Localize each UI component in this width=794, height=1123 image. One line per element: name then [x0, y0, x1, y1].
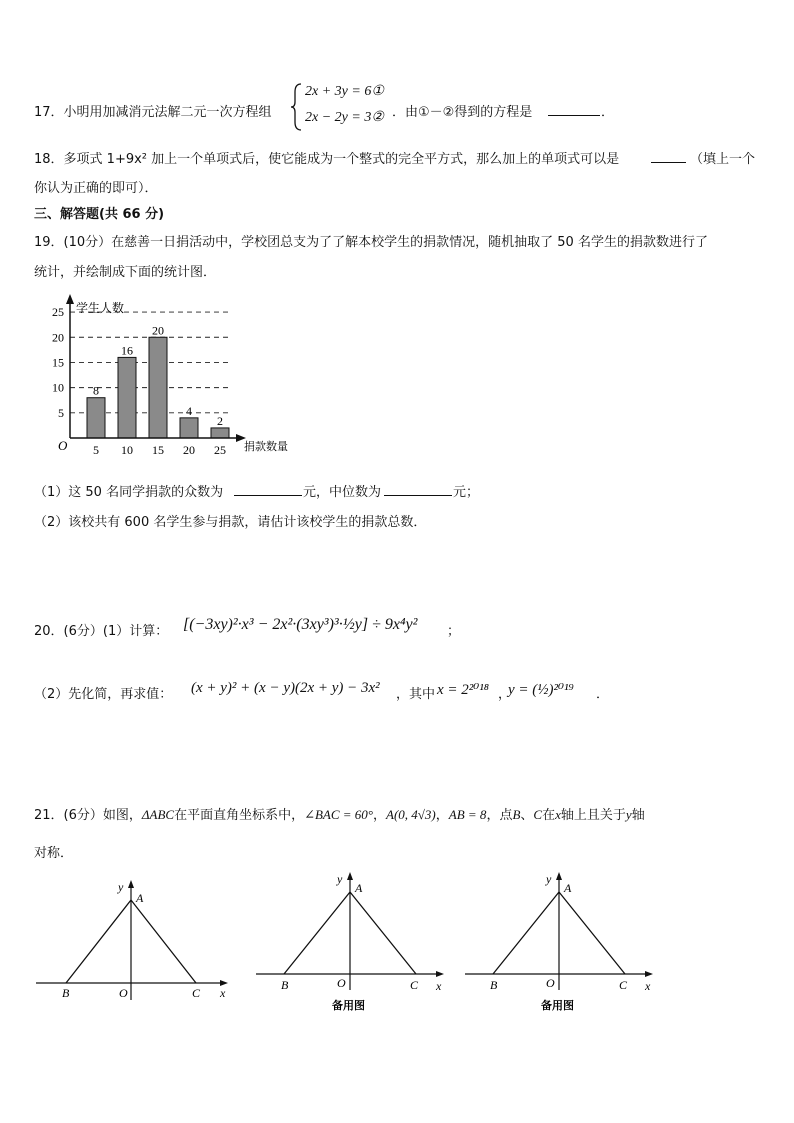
svg-text:y: y [337, 872, 343, 886]
q17-tail: ．由①－②得到的方程是 [392, 105, 533, 120]
q18-answer-blank[interactable] [651, 150, 686, 163]
svg-text:x: x [220, 986, 226, 1000]
q20-x-value: x = 2²⁰¹⁸ [437, 682, 490, 698]
section-title: 三、解答题(共 66 分) [34, 207, 165, 222]
spare-caption: 备用图 [541, 999, 574, 1012]
svg-text:C: C [619, 978, 628, 992]
q17-end: ． [601, 105, 615, 120]
origin-label: O [58, 438, 68, 453]
figure-main [36, 875, 236, 1005]
q19-median-blank[interactable] [384, 483, 452, 496]
q19-part1-b: 元，中位数为 [303, 485, 382, 500]
q20-label: 20．(6分）(1）计算： [34, 624, 169, 639]
bar-25 [211, 428, 229, 438]
svg-text:A: A [136, 891, 144, 905]
q20-end1: ； [447, 624, 461, 639]
svg-text:C: C [410, 978, 419, 992]
bar-10 [118, 357, 136, 438]
q20-comma: ， [498, 687, 512, 702]
q19-mode-blank[interactable] [234, 483, 302, 496]
spare-caption: 备用图 [332, 999, 365, 1012]
y-tick-label: 15 [52, 355, 64, 370]
x-tick-label: 25 [214, 443, 226, 457]
q20-expr2: (x + y)² + (x − y)(2x + y) − 3x² [191, 680, 380, 696]
q20-end2: ． [596, 687, 610, 702]
y-axis-label: 学生人数 [76, 301, 125, 315]
q20-part2-label: （2）先化简，再求值： [34, 687, 173, 702]
x-tick-label: 10 [121, 443, 133, 457]
q19-part1-c: 元； [453, 485, 480, 500]
svg-text:x: x [436, 979, 442, 993]
q19-line1: 19．(10分）在慈善一日捐活动中，学校团总支为了了解本校学生的捐款情况，随机抽取了 50 名学生的捐款数进行了 [34, 235, 708, 250]
svg-text:y: y [546, 872, 552, 886]
q21-line2: 对称． [34, 846, 74, 861]
bar-5 [87, 398, 105, 438]
q17-text: 17．小明用加减消元法解二元一次方程组 [34, 105, 272, 120]
figure-spare-2 [465, 866, 665, 1016]
q20-y-value: y = (½)²⁰¹⁹ [508, 682, 574, 698]
bar-20 [180, 418, 198, 438]
x-tick-label: 20 [183, 443, 195, 457]
q20-mid: ，其中 [396, 687, 436, 702]
svg-text:B: B [490, 978, 498, 992]
bar-value-label: 4 [186, 403, 192, 418]
q18-line2: 你认为正确的即可）． [34, 181, 158, 196]
svg-text:B: B [281, 978, 289, 992]
y-tick-label: 10 [52, 380, 64, 395]
q21-line1: 21．(6分）如图，ΔABC在平面直角坐标系中，∠BAC = 60°，A(0, 4√3)，AB = 8，点B、C在x轴上且关于y轴 [34, 807, 645, 823]
y-axis-arrow-icon [66, 294, 74, 304]
q17-eq1: 2x + 3y = 6① [305, 84, 384, 99]
y-tick-label: 5 [58, 405, 64, 420]
bar-chart [50, 290, 310, 465]
q20-expr1: [(−3xy)²·x³ − 2x²·(3xy³)³·½y] ÷ 9x⁴y² [183, 616, 418, 633]
bar-value-label: 2 [217, 413, 223, 428]
svg-text:x: x [645, 979, 651, 993]
q19-part1-a: （1）这 50 名同学捐款的众数为 [34, 485, 224, 500]
bar-value-label: 16 [121, 343, 133, 358]
x-tick-label: 5 [93, 443, 99, 457]
x-axis-label: 捐款数量 [244, 440, 288, 453]
brace-icon [290, 82, 304, 132]
q17-eq2: 2x − 2y = 3② [305, 110, 384, 125]
q19-line2: 统计，并绘制成下面的统计图． [34, 265, 217, 280]
svg-text:O: O [546, 976, 555, 990]
y-tick-label: 25 [52, 305, 64, 320]
svg-text:O: O [337, 976, 346, 990]
svg-text:A: A [355, 881, 363, 895]
q18-line1-end: （填上一个 [690, 152, 756, 167]
svg-text:A: A [564, 881, 572, 895]
y-tick-label: 20 [52, 330, 64, 345]
figure-spare-1 [256, 866, 456, 1016]
bar-value-label: 20 [152, 323, 164, 338]
svg-text:C: C [192, 986, 201, 1000]
svg-text:O: O [119, 986, 128, 1000]
svg-text:B: B [62, 986, 70, 1000]
bar-15 [149, 337, 167, 438]
q18-line1: 18．多项式 1+9x² 加上一个单项式后，使它能成为一个整式的完全平方式，那么加上的单项式可以是 [34, 152, 620, 167]
q17-answer-blank[interactable] [548, 103, 600, 116]
x-tick-label: 15 [152, 443, 164, 457]
svg-text:y: y [118, 880, 124, 894]
q19-part2: （2）该校共有 600 名学生参与捐款，请估计该校学生的捐款总数． [34, 515, 427, 530]
bar-value-label: 8 [93, 383, 99, 398]
